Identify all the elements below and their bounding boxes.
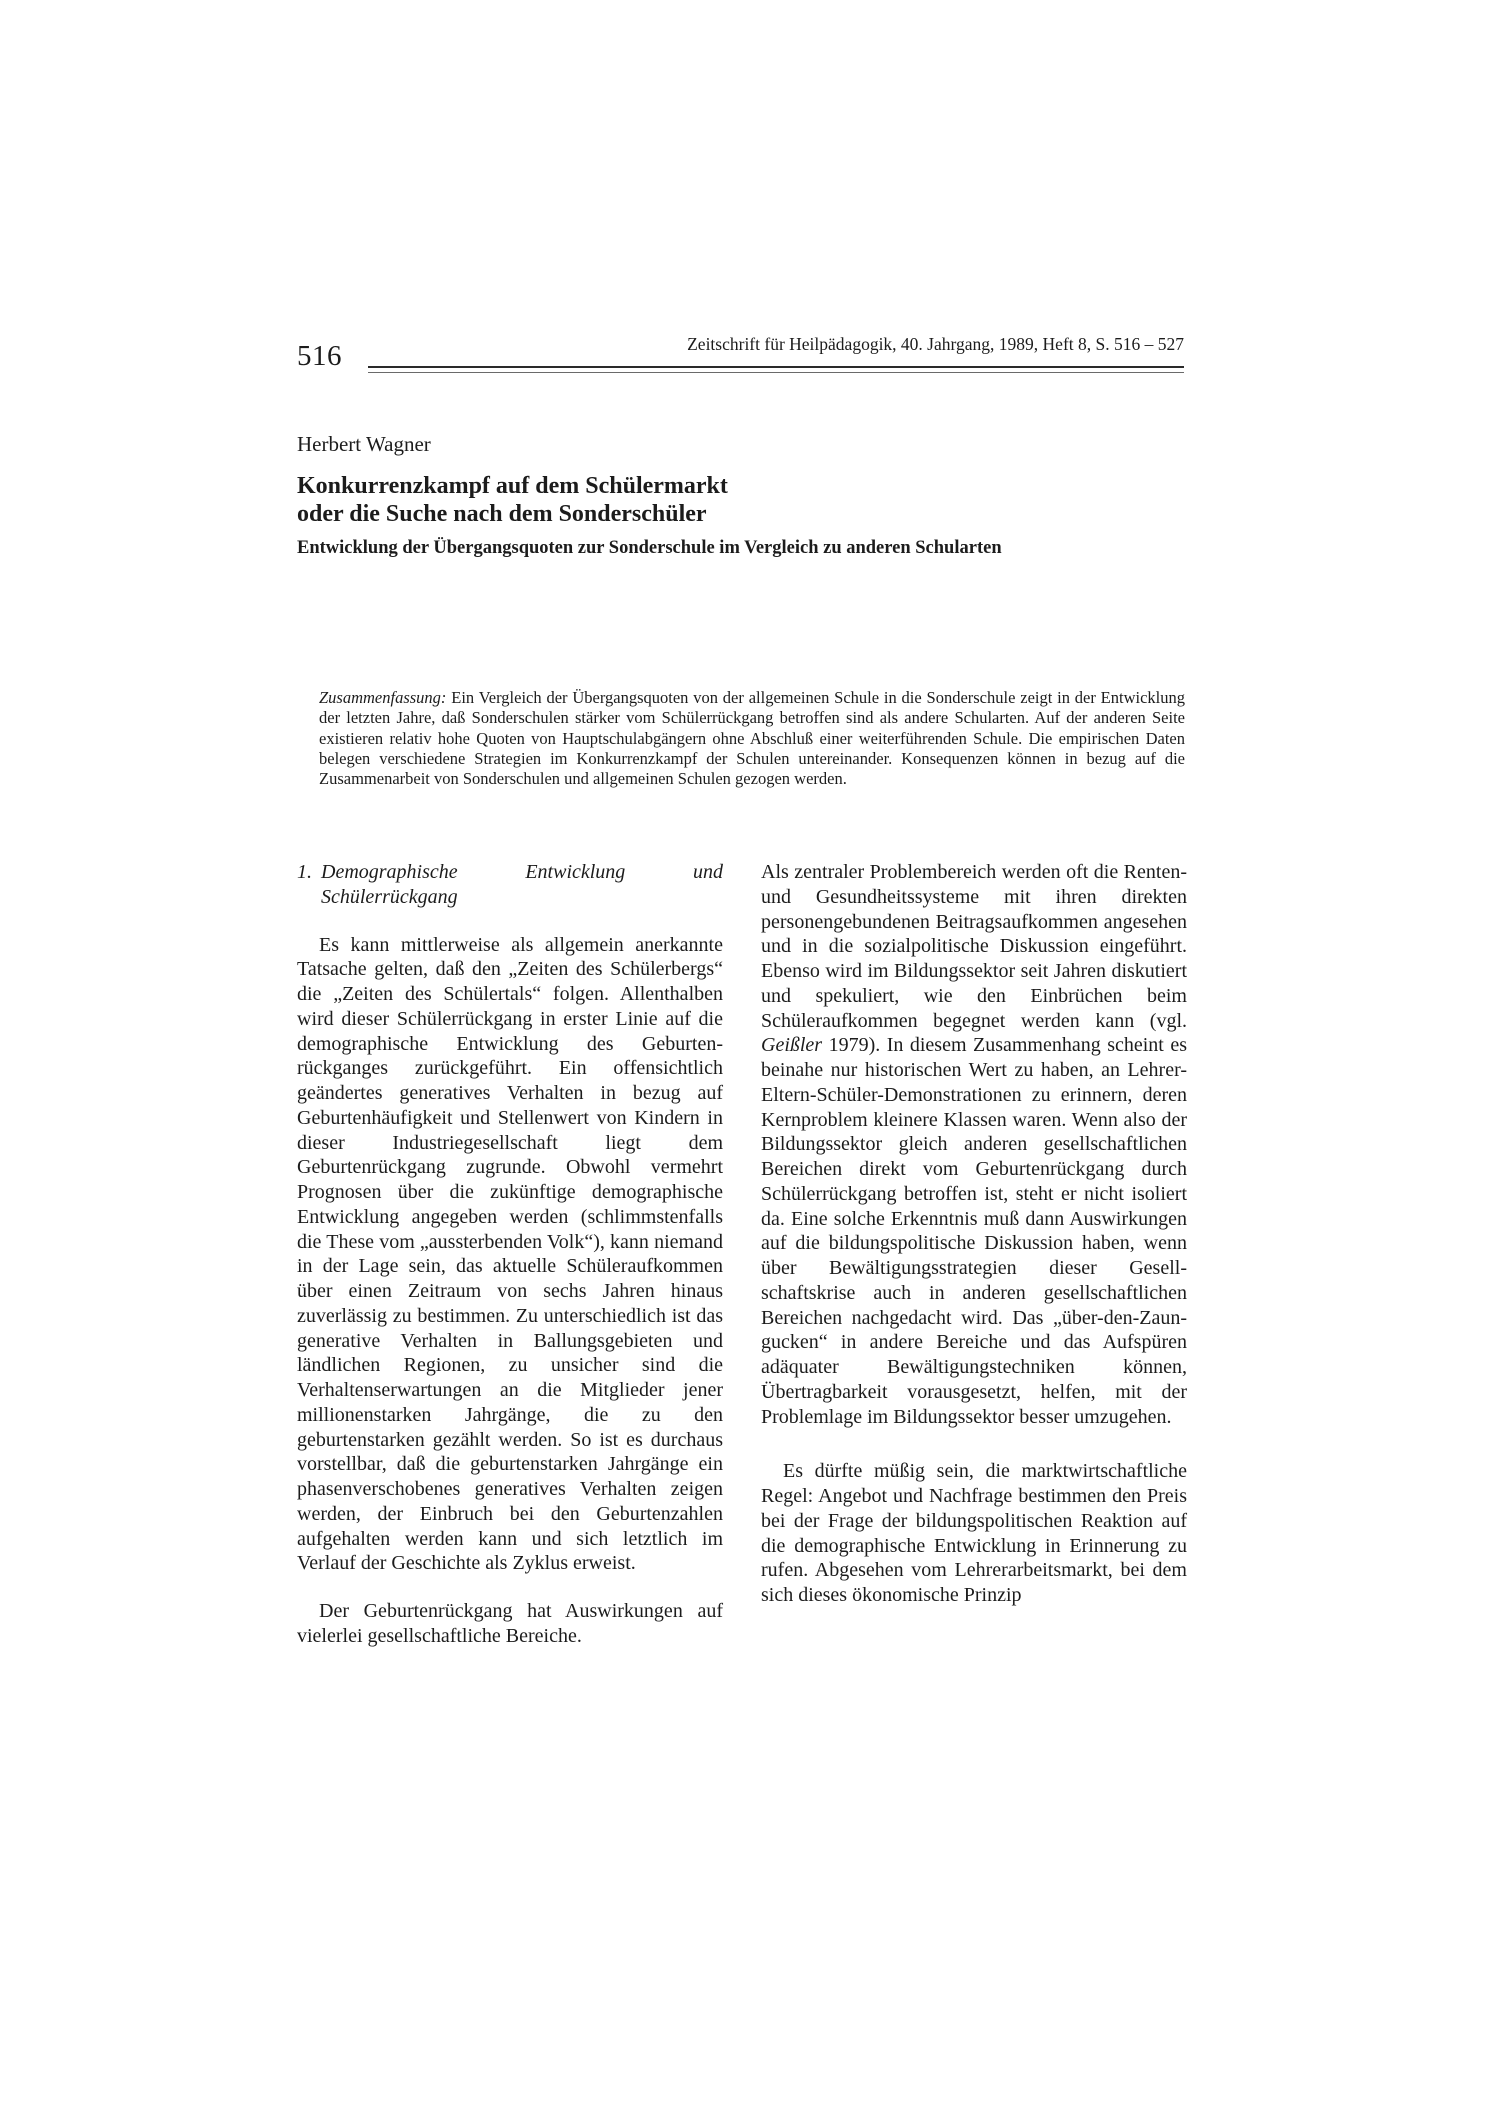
- left-column: [297, 860, 723, 1649]
- header-rule: [368, 366, 1184, 368]
- section-heading: [297, 860, 723, 910]
- header-rule-thin: [368, 372, 1184, 373]
- article-subtitle: Entwicklung der Übergangsquoten zur Sonderschule im Vergleich zu anderen Schularten: [297, 538, 1002, 558]
- page-number: 516: [297, 340, 342, 372]
- article-title-line-1: Konkurrenzkampf auf dem Schülermarkt: [297, 473, 728, 499]
- journal-citation: Zeitschrift für Heilpädagogik, 40. Jahrgang, 1989, Heft 8, S. 516 – 527: [687, 334, 1184, 354]
- paragraph-text: Als zentraler Problembereich werden oft die Renten- und Gesundheitssysteme mit ihren direkten personengebundenen Beitragsaufkommen angesehen und in die sozialpolitische Diskussion eingeführt. Ebenso wird im Bildungssektor seit Jahren diskutiert und spekuliert, wie den Einbrüchen beim Schüleraufkommen begegnet werden kann (vgl.: [761, 861, 1187, 1032]
- abstract-text: Ein Vergleich der Übergangsquoten von der allgemeinen Schule in die Sonderschule zeigt in der Entwicklung der letzten Jahre, daß Sonderschulen stärker vom Schülerrückgang betroffen sind als andere Schularten. Auf der anderen Seite existieren relativ hohe Quoten von Hauptschulabgängern ohne Abschluß einer weiterführenden Schule. Die empirischen Daten belegen verschiedene Strategien im Konkurrenzkampf der Schulen untereinander. Konsequenzen können in bezug auf die Zusammenarbeit von Sonderschulen und allgemeinen Schulen gezogen werden.: [319, 688, 1185, 789]
- paragraph: Es kann mittlerweise als allgemein anerkannte Tatsache gelten, daß den „Zeiten des Schülerbergs“ die „Zeiten des Schülertals“ folgen. Allenthalben wird dieser Schülerrückgang in erster Linie auf die demographische Entwicklung des Geburtenrückganges zurückgeführt. Ein offensichtlich geändertes generatives Verhalten in bezug auf Geburtenhäufigkeit und Stellenwert von Kindern in dieser Industriegesellschaft liegt dem Geburtenrückgang zugrunde. Obwohl vermehrt Prognosen über die zukünftige demographische Entwicklung angegeben werden (schlimmstenfalls die These vom „aussterbenden Volk“), kann niemand in der Lage sein, das aktuelle Schüleraufkommen über einen Zeitraum von sechs Jahren hinaus zuverlässig zu bestimmen. Zu unterschiedlich ist das generative Verhalten in Ballungsgebieten und ländlichen Regionen, zu unsicher sind die Verhaltenserwartungen an die Mitglieder jener millionenstarken Jahrgänge, die zu den geburtenstarken gezählt werden. So ist es durchaus vorstellbar, daß die geburtenstarken Jahrgänge ein phasenverschobenes generatives Verhalten zeigen werden, der Einbruch bei den Geburtenzahlen aufgehalten werden kann und sich letztlich im Verlauf der Geschichte als Zyklus erweist.: [297, 933, 723, 1575]
- article-title: [297, 472, 1197, 528]
- section-title: Demographische Entwicklung und Schülerrückgang: [321, 861, 723, 908]
- abstract: [319, 688, 1185, 789]
- author-name: Herbert Wagner: [297, 432, 431, 456]
- paragraph-text: 1979). In diesem Zusammenhang scheint es beinahe nur historischen Wert zu haben, an Lehrer-Eltern-Schüler-Demonstrationen zu erinnern, deren Kernproblem kleinere Klassen waren. Wenn also der Bildungssektor gleich anderen gesellschaftlichen Bereichen direkt vom Geburtenrückgang durch Schülerrückgang betroffen ist, steht er nicht isoliert da. Eine solche Erkenntnis muß dann Auswirkungen auf die bildungspolitische Diskussion haben, wenn über Bewältigungsstrategien dieser Gesellschaftskrise auch in anderen gesellschaftlichen Bereichen nachgedacht wird. Das „über-den-Zaun-gucken“ in andere Bereiche und das Aufspüren adäquater Bewältigungstechniken können, Übertragbarkeit vorausgesetzt, helfen, mit der Problemlage im Bildungssektor besser umzugehen.: [761, 1034, 1187, 1428]
- paragraph: Der Geburtenrückgang hat Auswirkungen auf vielerlei gesellschaftliche Bereiche.: [297, 1600, 723, 1647]
- paragraph: Es dürfte müßig sein, die marktwirtschaftliche Regel: Angebot und Nachfrage bestimmen den Preis bei der Frage der bildungspolitischen Reaktion auf die demographische Entwicklung in Erinnerung zu rufen. Abgesehen vom Lehrerarbeitsmarkt, bei dem sich dieses ökonomische Prinzip: [761, 1460, 1187, 1606]
- citation-author: Geißler: [761, 1034, 823, 1057]
- right-column: [761, 860, 1187, 1608]
- paragraph: [761, 860, 1187, 1429]
- article-title-line-2: oder die Suche nach dem Sonderschüler: [297, 501, 707, 527]
- paragraph-gap: [297, 1576, 723, 1599]
- paragraph-gap: [761, 1429, 1187, 1459]
- section-number: 1.: [297, 861, 312, 883]
- abstract-label: Zusammenfassung:: [319, 688, 447, 707]
